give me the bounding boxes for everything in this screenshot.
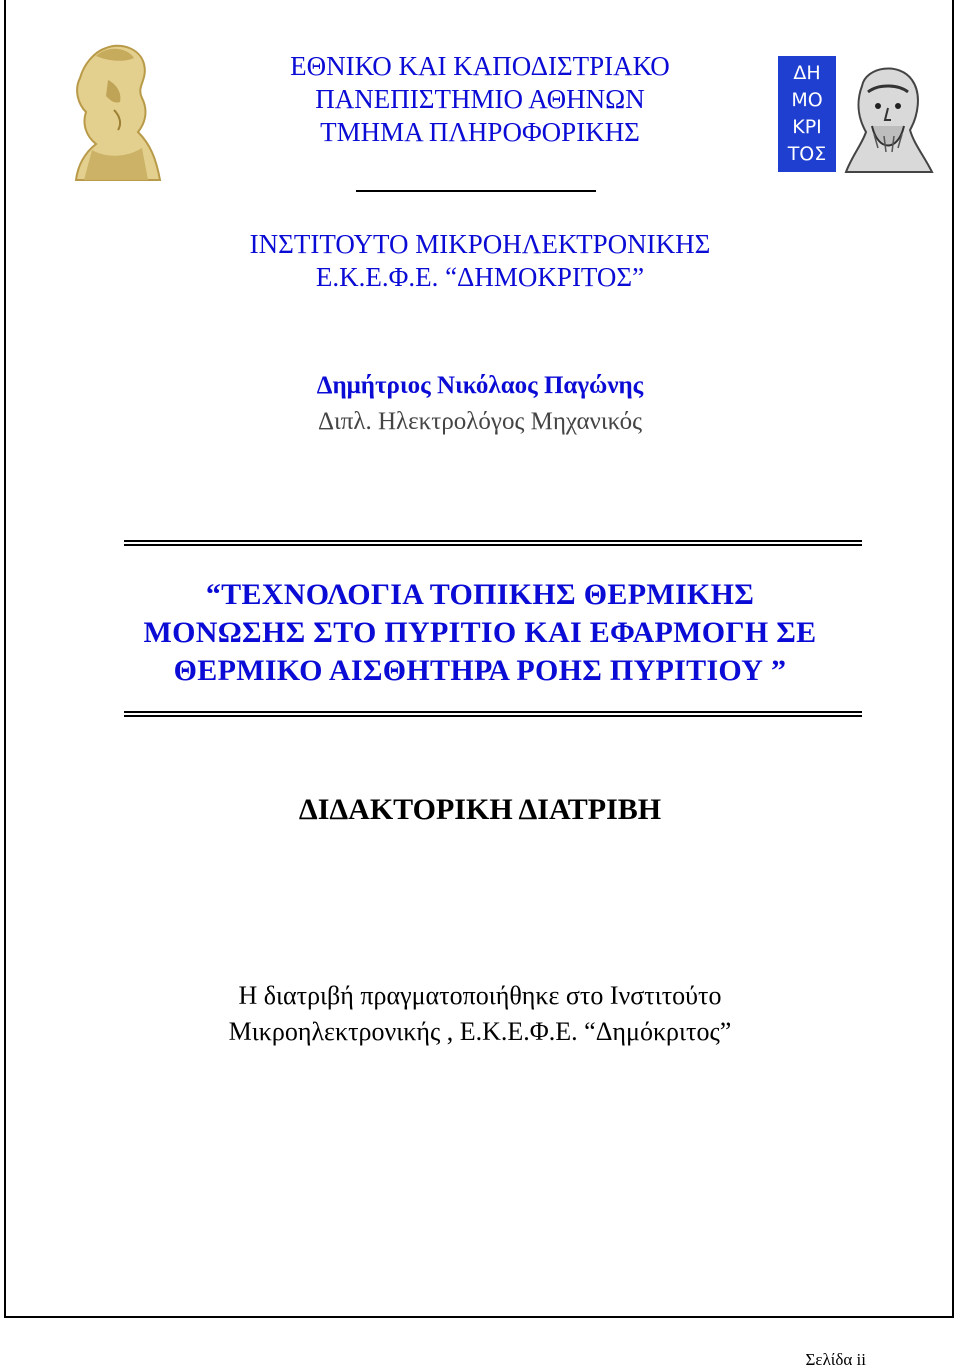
logo-row-2: ΜΟ — [791, 89, 823, 111]
institute-line-2: Ε.Κ.Ε.Φ.Ε. “ΔΗΜΟΚΡΙΤΟΣ” — [315, 262, 645, 292]
thesis-title-line-1: “ΤΕΧΝΟΛΟΓΙΑ ΤΟΠΙΚΗΣ ΘΕΡΜΙΚΗΣ — [205, 578, 755, 611]
logo-row-1: ΔΗ — [793, 62, 821, 84]
page-number: Σελίδα ii — [805, 1350, 866, 1369]
thesis-title-line-2: ΜΟΝΩΣΗΣ ΣΤΟ ΠΥΡΙΤΙΟ ΚΑΙ ΕΦΑΡΜΟΓΗ ΣΕ — [143, 616, 817, 649]
university-line-3: ΤΜΗΜΑ ΠΛΗΡΟΦΟΡΙΚΗΣ — [320, 117, 640, 147]
institute-header — [0, 228, 960, 294]
university-line-2: ΠΑΝΕΠΙΣΤΗΜΙΟ ΑΘΗΝΩΝ — [315, 84, 645, 114]
thesis-title-line-3: ΘΕΡΜΙΚΟ ΑΙΣΘΗΤΗΡΑ ΡΟΗΣ ΠΥΡΙΤΙΟΥ ” — [173, 654, 787, 687]
author-block — [0, 368, 960, 440]
header-separator — [356, 190, 596, 192]
author-degree: Διπλ. Ηλεκτρολόγος Μηχανικός — [317, 408, 643, 435]
institute-line-1: ΙΝΣΤΙΤΟΥΤΟ ΜΙΚΡΟΗΛΕΚΤΡΟΝΙΚΗΣ — [249, 229, 711, 259]
document-type: ΔΙΔΑΚΤΟΡΙΚΗ ΔΙΑΤΡΙΒΗ — [298, 793, 662, 826]
title-rule-top — [124, 540, 862, 546]
author-name: Δημήτριος Νικόλαος Παγώνης — [316, 372, 644, 399]
logo-row-4: ΤΟΣ — [787, 143, 827, 165]
university-header — [0, 50, 960, 149]
thesis-note-line-2: Μικροηλεκτρονικής , Ε.Κ.Ε.Φ.Ε. “Δημόκριτος” — [228, 1017, 732, 1046]
thesis-note-line-1: Η διατριβή πραγματοποιήθηκε στο Ινστιτούτο — [238, 981, 722, 1010]
thesis-note — [0, 978, 960, 1050]
logo-row-3: ΚΡΙ — [792, 116, 822, 138]
thesis-title — [0, 576, 960, 690]
university-line-1: ΕΘΝΙΚΟ ΚΑΙ ΚΑΠΟΔΙΣΤΡΙΑΚΟ — [290, 51, 670, 81]
title-rule-bottom — [124, 711, 862, 717]
